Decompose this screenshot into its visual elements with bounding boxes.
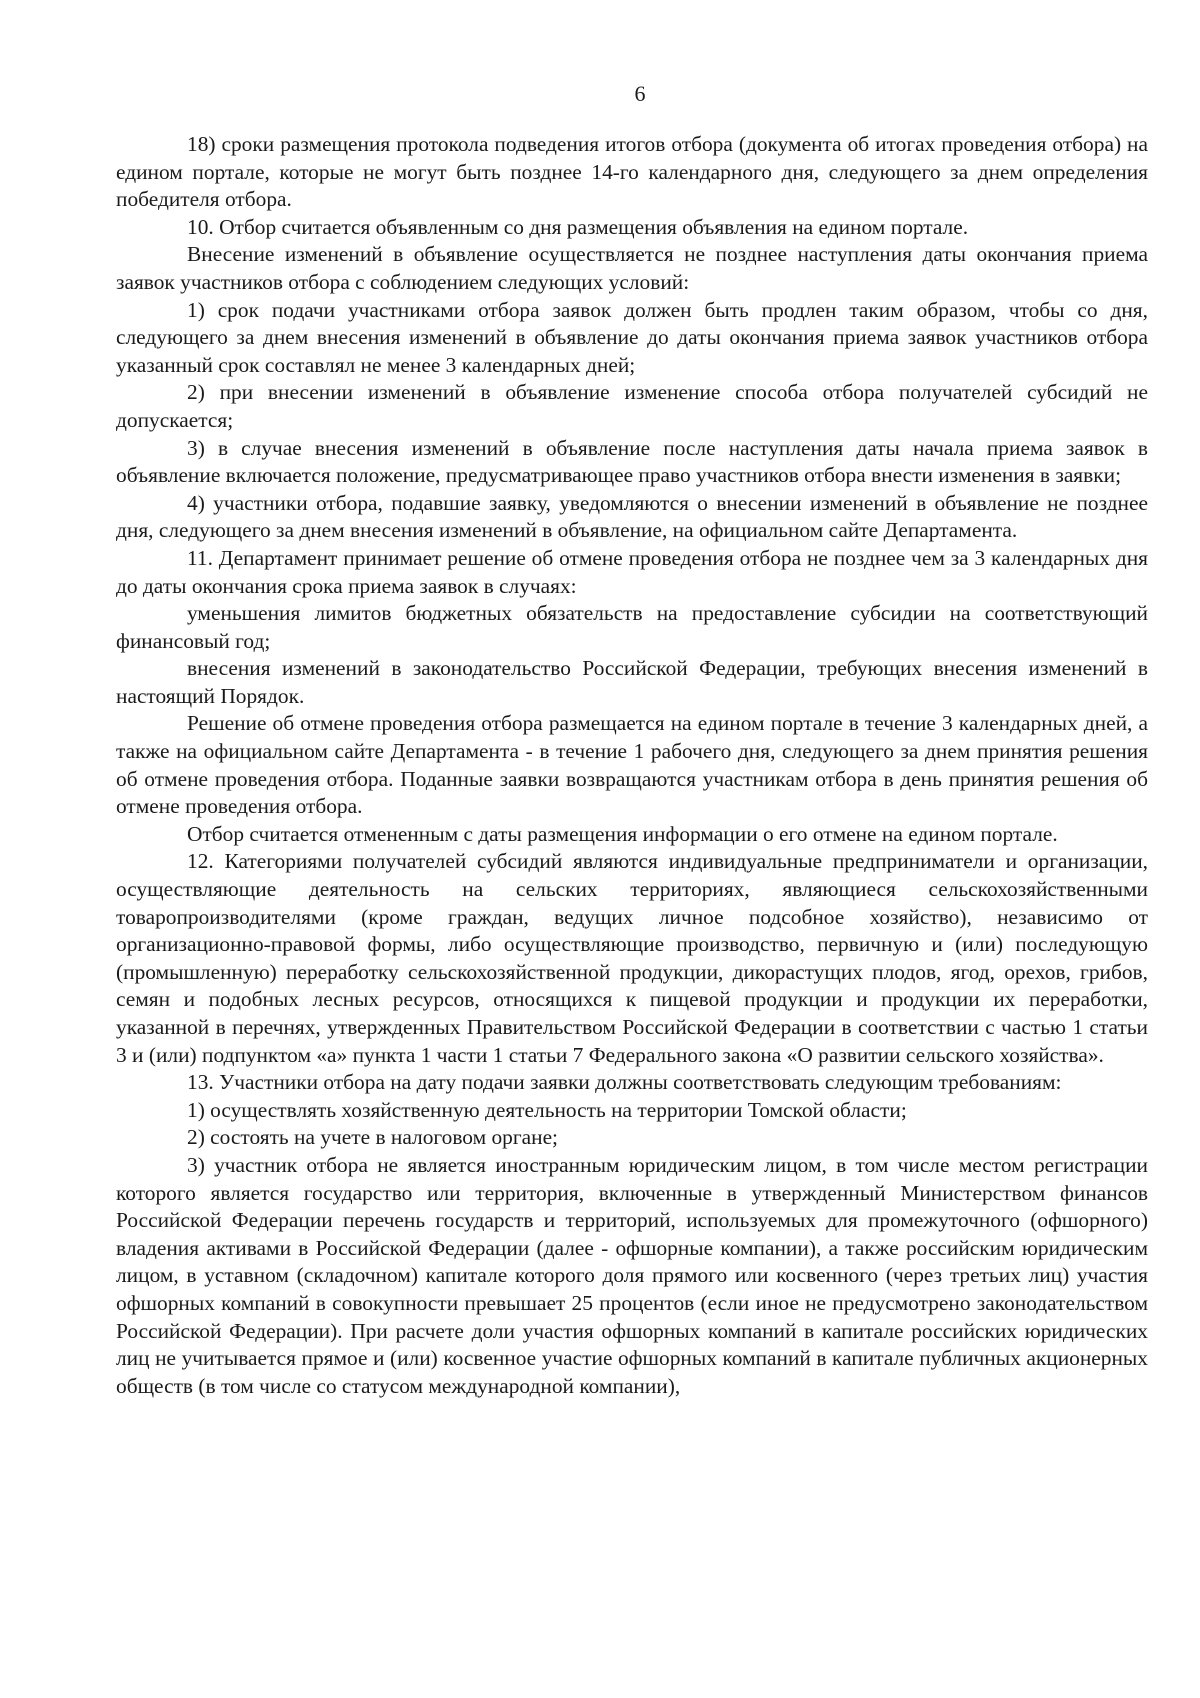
paragraph-amendment-conditions: Внесение изменений в объявление осуществляется не позднее наступления даты окончания приема заявок участников отбора с соблюдением следующих условий:	[116, 242, 1148, 294]
paragraph-condition-2: 2) при внесении изменений в объявление изменение способа отбора получателей субсидий не допускается;	[116, 380, 1148, 432]
paragraph-section-12: 12. Категориями получателей субсидий являются индивидуальные предприниматели и организации, осуществляющие деятельность на сельских территориях, являющиеся сельскохозяйственными товаропроизводителями (кроме граждан, ведущих личное подсобное хозяйство), независимо от организационно-правовой формы, либо осуществляющие производство, первичную и (или) последующую (промышленную) переработку сельскохозяйственной продукции, дикорастущих плодов, ягод, орехов, грибов, семян и подобных лесных ресурсов, относящихся к пищевой продукции и продукции их переработки, указанной в перечнях, утвержденных Правительством Российской Федерации в соответствии с частью 1 статьи 3 и (или) подпунктом «а» пункта 1 части 1 статьи 7 Федерального закона «О развитии сельского хозяйства».	[116, 849, 1148, 1067]
paragraph-cancellation-effective: Отбор считается отмененным с даты размещения информации о его отмене на едином портале.	[187, 821, 1058, 846]
paragraph-case-legislation: внесения изменений в законодательство Российской Федерации, требующих внесения изменений в настоящий Порядок.	[116, 656, 1148, 708]
paragraph-cancellation-publication: Решение об отмене проведения отбора размещается на едином портале в течение 3 календарных дней, а также на официальном сайте Департамента - в течение 1 рабочего дня, следующего за днем принятия решения об отмене проведения отбора. Поданные заявки возвращаются участникам отбора в день принятия решения об отмене проведения отбора.	[116, 711, 1148, 819]
paragraph-section-13: 13. Участники отбора на дату подачи заявки должны соответствовать следующим требованиям:	[187, 1070, 1062, 1095]
paragraph-requirement-2: 2) состоять на учете в налоговом органе;	[187, 1125, 559, 1150]
paragraph-section-10: 10. Отбор считается объявленным со дня размещения объявления на едином портале.	[187, 214, 969, 239]
paragraph-condition-4: 4) участники отбора, подавшие заявку, уведомляются о внесении изменений в объявление не позднее дня, следующего за днем внесения изменений в объявление, на официальном сайте Департамента.	[116, 490, 1148, 543]
paragraph-case-budget-limits: уменьшения лимитов бюджетных обязательств на предоставление субсидии на соответствующий финансовый год;	[116, 601, 1148, 653]
paragraph-section-11: 11. Департамент принимает решение об отмене проведения отбора не позднее чем за 3 календарных дня до даты окончания срока приема заявок в случаях:	[116, 545, 1148, 598]
page-number: 6	[634, 81, 646, 106]
paragraph-item-18: 18) сроки размещения протокола подведения итогов отбора (документа об итогах проведения отбора) на едином портале, которые не могут быть позднее 14-го календарного дня, следующего за днем определения победителя отбора.	[116, 132, 1148, 212]
paragraph-requirement-3: 3) участник отбора не является иностранным юридическим лицом, в том числе местом регистрации которого является государство или территория, включенные в утвержденный Министерством финансов Российской Федерации перечень государств и территорий, используемых для промежуточного (офшорного) владения активами в Российской Федерации (далее - офшорные компании), а также российским юридическим лицом, в уставном (складочном) капитале которого доля прямого или косвенного (через третьих лиц) участия офшорных компаний в совокупности превышает 25 процентов (если иное не предусмотрено законодательством Российской Федерации). При расчете доли участия офшорных компаний в капитале российских юридических лиц не учитывается прямое и (или) косвенное участие офшорных компаний в капитале публичных акционерных обществ (в том числе со статусом международной компании),	[116, 1152, 1148, 1398]
paragraph-condition-3: 3) в случае внесения изменений в объявление после наступления даты начала приема заявок в объявление включается положение, предусматривающее право участников отбора внести изменения в заявки;	[116, 435, 1148, 488]
paragraph-requirement-1: 1) осуществлять хозяйственную деятельность на территории Томской области;	[187, 1097, 907, 1122]
paragraph-condition-1: 1) срок подачи участниками отбора заявок должен быть продлен таким образом, чтобы со дня, следующего за днем внесения изменений в объявление до даты окончания приема заявок участников отбора указанный срок составлял не менее 3 календарных дней;	[116, 297, 1148, 377]
document-body	[116, 131, 1148, 1400]
